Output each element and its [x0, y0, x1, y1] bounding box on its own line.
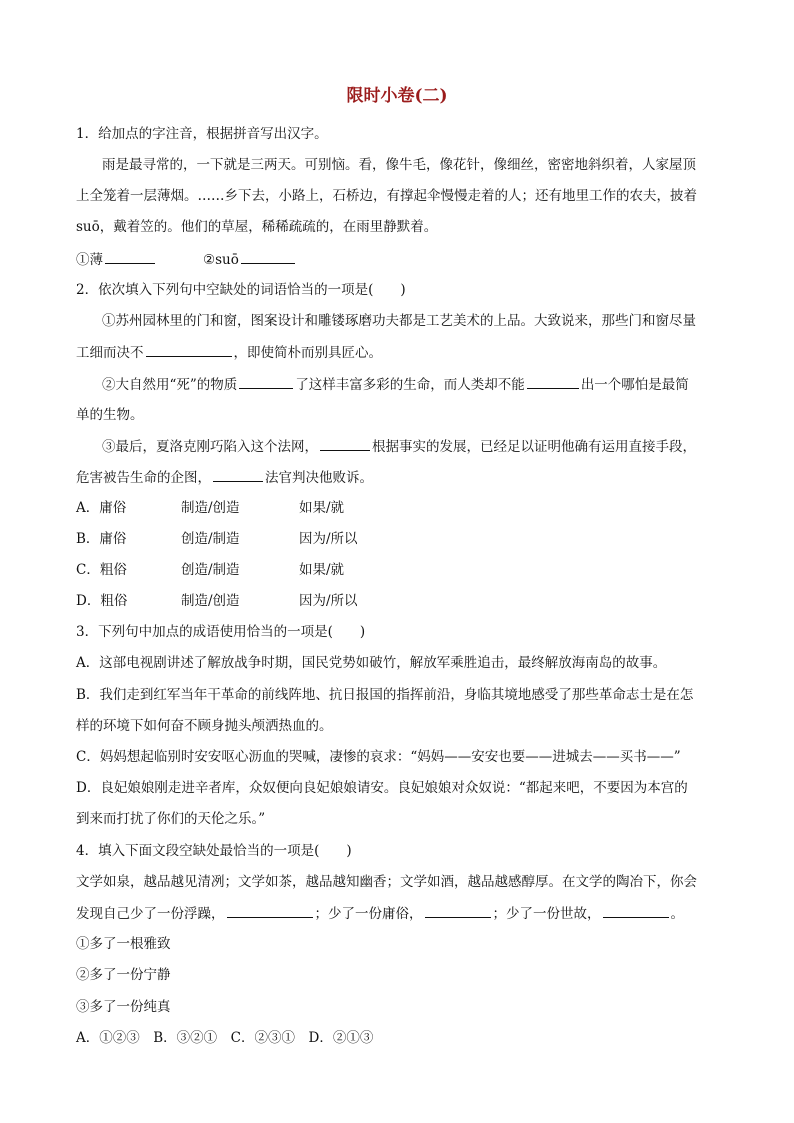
q1-answer-2-label: ②suō	[203, 252, 239, 268]
q4-passage-line-2: 发现自己少了一份浮躁， ；少了一份庸俗， ；少了一份世故， 。	[76, 903, 726, 924]
q2-s2-pre: ②大自然用“死”的物质	[102, 377, 238, 393]
q2-sentence-1-line-2	[76, 342, 726, 363]
q3-option-a[interactable]: A．这部电视剧讲述了解放战争时期，国民党势如破竹，解放军乘胜追击，最终解放海南岛的故事。	[76, 655, 667, 671]
q2-sentence-3-line-2	[76, 467, 726, 488]
q2-s3-pre: ③最后，夏洛克刚巧陷入这个法网，	[102, 439, 318, 455]
q2-option-d[interactable]: D．粗俗 制造/创造 因为/所以	[76, 593, 358, 609]
q4-item-3: ③多了一份纯真	[76, 999, 171, 1015]
q2-s2-blank-2[interactable]	[527, 374, 579, 389]
q2-option-b[interactable]: B．庸俗 创造/制造 因为/所以	[76, 531, 358, 547]
q1-answer-1-label: ①薄	[76, 252, 103, 268]
q1-answer-2-blank[interactable]	[241, 249, 295, 264]
q4-item-2: ②多了一份宁静	[76, 967, 171, 983]
q2-s1-post: ，即使简朴而别具匠心。	[233, 345, 382, 361]
q2-stem: 2．依次填入下列句中空缺处的词语恰当的一项是( )	[76, 282, 406, 298]
page-title: 限时小卷(二)	[346, 86, 448, 106]
q2-s3-blank-1[interactable]	[320, 436, 370, 451]
q2-sentence-3-line-1	[102, 436, 752, 457]
q2-s2-blank-1[interactable]	[239, 374, 293, 389]
q3-option-c[interactable]: C．妈妈想起临别时安安呕心沥血的哭喊，凄惨的哀求：“妈妈——安安也要——进城去——买书——”	[76, 749, 681, 765]
q4-choices[interactable]: A．①②③ B．③②① C．②③① D．②①③	[76, 1030, 374, 1046]
q2-s3b-post: 法官判决他败诉。	[265, 470, 373, 486]
q4-passage-line-1: 文学如泉，越品越见清冽；文学如茶，越品越知幽香；文学如酒，越品越感醇厚。在文学的陶冶下，你会	[76, 874, 697, 890]
q2-s2-mid: 了这样丰富多彩的生命，而人类却不能	[295, 377, 525, 393]
q3-option-b-line-1[interactable]: B．我们走到红军当年干革命的前线阵地、抗日报国的指挥前沿，身临其境地感受了那些革命志士是在怎	[76, 687, 694, 703]
q2-option-a[interactable]: A．庸俗 制造/创造 如果/就	[76, 500, 345, 516]
q2-s1-blank[interactable]	[146, 342, 232, 357]
q2-s2-post: 出一个哪怕是最简	[580, 377, 689, 393]
q1-passage-line-2: 上全笼着一层薄烟。……乡下去，小路上，石桥边，有撑起伞慢慢走着的人；还有地里工作的农夫，披着	[76, 188, 697, 204]
q4-blank-1[interactable]	[227, 903, 313, 918]
q2-s3-post: 根据事实的发展，已经足以证明他确有运用直接手段，	[372, 439, 696, 455]
q4-item-1: ①多了一根雅致	[76, 936, 171, 952]
q4-blank-2[interactable]	[425, 903, 491, 918]
q2-option-c[interactable]: C．粗俗 创造/制造 如果/就	[76, 562, 345, 578]
q2-sentence-1-line-1: ①苏州园林里的门和窗，图案设计和雕镂琢磨功夫都是工艺美术的上品。大致说来，那些门和窗尽量	[102, 313, 696, 329]
q4-blank-3[interactable]	[603, 903, 669, 918]
q2-s3b-pre: 危害被告生命的企图，	[76, 470, 211, 486]
q2-s3-blank-2[interactable]	[213, 467, 263, 482]
q2-sentence-2-line-1	[102, 374, 752, 395]
q3-option-d-line-2: 到来而打扰了你们的天伦之乐。”	[76, 811, 266, 827]
q1-stem: 1．给加点的字注音，根据拼音写出汉字。	[76, 126, 328, 142]
q1-answer-1-blank[interactable]	[105, 249, 155, 264]
q2-sentence-2-line-2: 单的生物。	[76, 407, 144, 423]
q1-passage-line-3: suō，戴着笠的。他们的草屋，稀稀疏疏的，在雨里静默着。	[76, 219, 438, 235]
q2-s1-pre: 工细而决不	[76, 345, 144, 361]
q4-stem: 4．填入下面文段空缺处最恰当的一项是( )	[76, 843, 352, 859]
q3-stem: 3．下列句中加点的成语使用恰当的一项是( )	[76, 624, 366, 640]
q3-option-d-line-1[interactable]: D．良妃娘娘刚走进辛者库，众奴便向良妃娘娘请安。良妃娘娘对众奴说：“都起来吧，不要因为本宫的	[76, 780, 688, 796]
q1-answers	[76, 249, 726, 270]
q3-option-b-line-2: 样的环境下如何奋不顾身抛头颅洒热血的。	[76, 718, 333, 734]
q1-passage-line-1: 雨是最寻常的，一下就是三两天。可别恼。看，像牛毛，像花针，像细丝，密密地斜织着，人家屋顶	[102, 157, 696, 173]
